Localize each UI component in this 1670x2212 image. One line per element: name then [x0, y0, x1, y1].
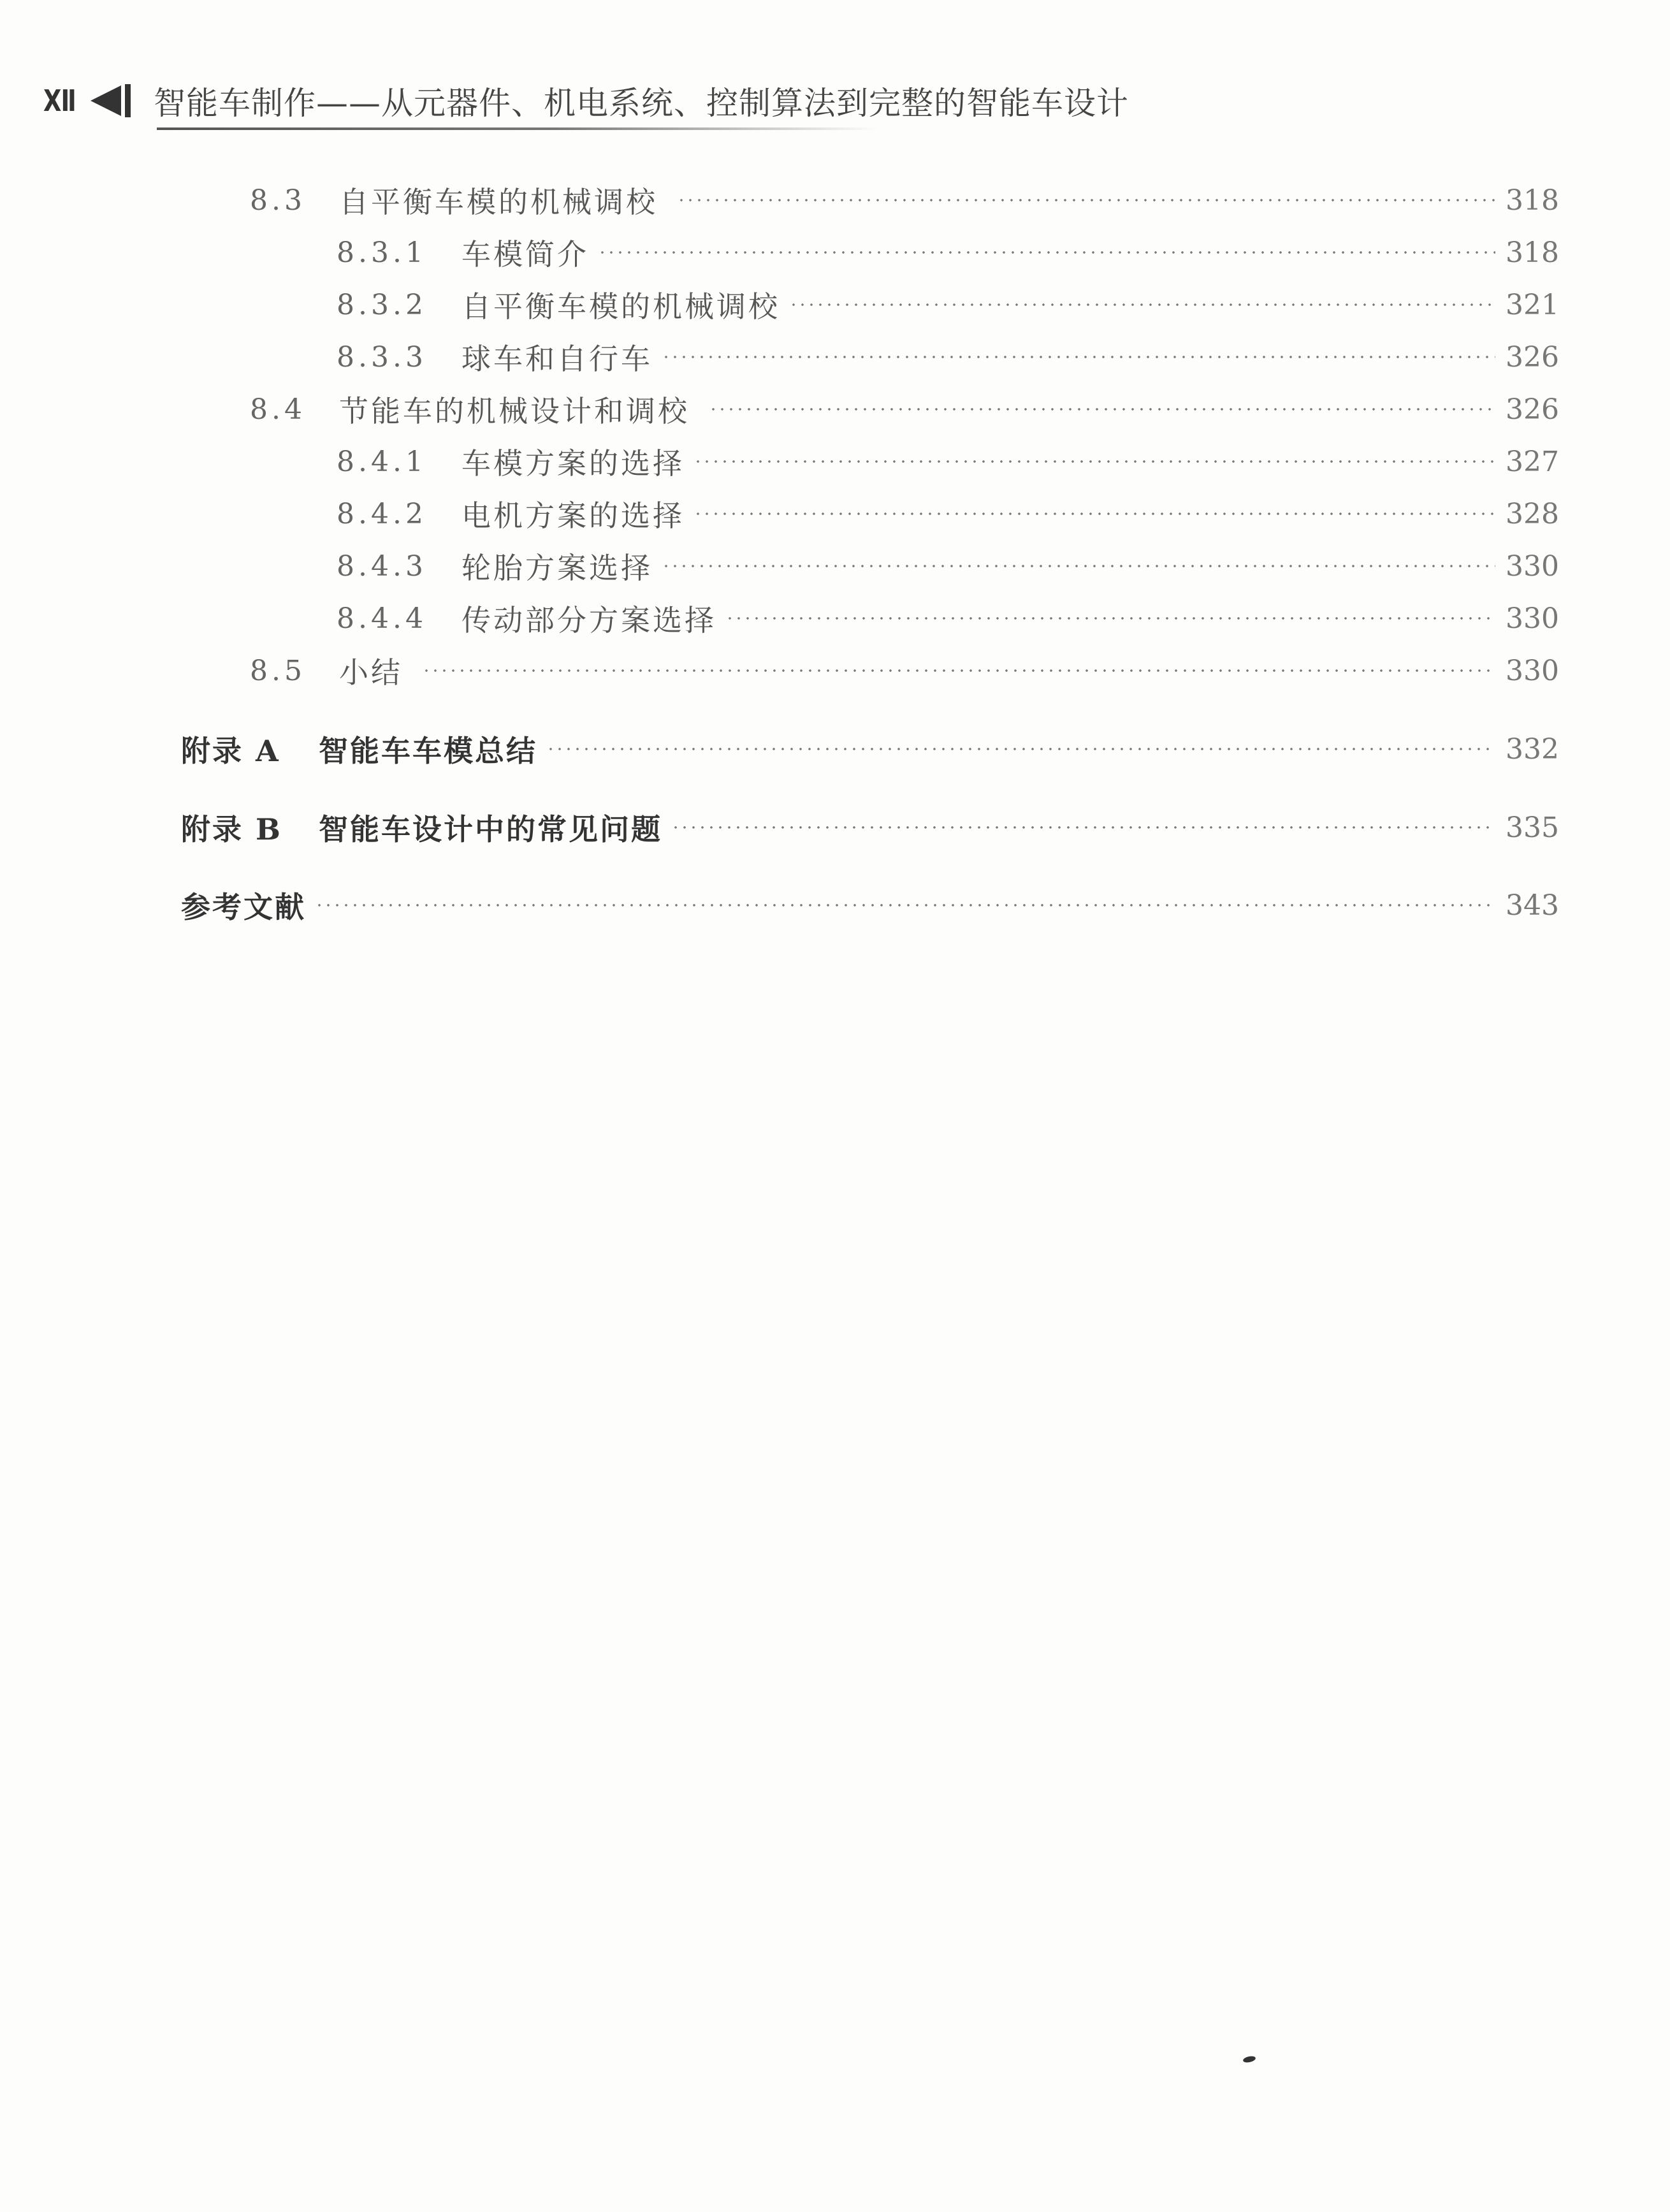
toc-entry-8-4-1 [337, 442, 1559, 481]
toc-entry-page: 330 [1506, 549, 1559, 583]
toc-entry-8-3-3 [337, 338, 1559, 376]
toc-leader-dots [662, 356, 1495, 358]
toc-entry-title: 智能车车模总结 [319, 734, 537, 768]
toc-entry-number: 8.3 [250, 184, 306, 217]
toc-leader-dots [546, 748, 1495, 750]
toc-leader-dots [693, 460, 1495, 463]
toc-entry-number: 附录 A [181, 734, 280, 768]
toc-entry-8-3-1 [337, 233, 1559, 272]
toc-entry-title: 车模简介 [461, 237, 589, 272]
toc-entry-title: 参考文献 [181, 890, 306, 924]
toc-entry-page: 326 [1506, 393, 1559, 426]
toc-entry-8-5 [250, 651, 1559, 690]
toc-entry-page: 343 [1506, 889, 1559, 922]
toc-entry-8-3-2 [337, 286, 1559, 324]
toc-entry-page: 332 [1506, 732, 1559, 766]
toc-entry-8-4-3 [337, 547, 1559, 585]
toc-entry-page: 326 [1506, 340, 1559, 374]
toc-entry-number: 8.3.1 [337, 236, 427, 269]
toc-entry-page: 335 [1506, 811, 1559, 844]
toc-entry-number: 8.5 [250, 654, 306, 687]
toc-leader-dots [422, 669, 1495, 672]
toc-entry-number: 8.4.1 [337, 445, 427, 478]
toc-leader-dots [709, 408, 1495, 411]
toc-entry-number: 8.4.2 [337, 497, 427, 530]
toc-entry-appendix-b [181, 808, 1559, 847]
left-arrow-marker-icon [91, 84, 131, 117]
toc-entry-number: 8.3.3 [337, 340, 427, 374]
toc-leader-dots [315, 904, 1495, 906]
toc-entry-title: 自平衡车模的机械调校 [339, 185, 658, 219]
toc-entry-title: 节能车的机械设计和调校 [339, 394, 690, 428]
toc-entry-references [181, 886, 1559, 924]
toc-leader-dots [725, 617, 1495, 620]
toc-entry-title: 自平衡车模的机械调校 [461, 289, 780, 324]
toc-leader-dots [662, 565, 1495, 567]
toc-leader-dots [789, 303, 1495, 306]
toc-entry-title: 传动部分方案选择 [461, 603, 716, 637]
toc-leader-dots [677, 199, 1495, 201]
toc-entry-page: 328 [1506, 497, 1559, 530]
toc-entry-title: 车模方案的选择 [461, 446, 685, 481]
header-rule [157, 127, 877, 130]
toc-entry-page: 321 [1506, 288, 1559, 321]
toc-entry-title: 智能车设计中的常见问题 [319, 812, 662, 847]
page-number: Ⅻ [43, 84, 75, 117]
toc-entry-number: 附录 B [181, 812, 282, 847]
toc-entry-page: 327 [1506, 445, 1559, 478]
toc-entry-8-3 [250, 181, 1559, 219]
toc-entry-number: 8.4.4 [337, 602, 427, 635]
toc-entry-8-4 [250, 390, 1559, 428]
toc-entry-title: 球车和自行车 [461, 342, 653, 376]
toc-leader-dots [671, 826, 1495, 829]
toc-leader-dots [598, 251, 1495, 254]
toc-entry-8-4-2 [337, 495, 1559, 533]
toc-entry-page: 318 [1506, 184, 1559, 217]
book-title: 智能车制作——从元器件、机电系统、控制算法到完整的智能车设计 [154, 85, 1129, 122]
toc-entry-8-4-4 [337, 599, 1559, 637]
toc-entry-title: 小结 [339, 655, 403, 690]
toc-entry-title: 轮胎方案选择 [461, 551, 653, 585]
toc-entry-number: 8.3.2 [337, 288, 427, 321]
toc-entry-page: 330 [1506, 602, 1559, 635]
toc-entry-appendix-a [181, 730, 1559, 768]
toc-leader-dots [693, 513, 1495, 515]
toc-entry-title: 电机方案的选择 [461, 498, 685, 533]
page-header [43, 75, 1129, 126]
ink-speck [1242, 2055, 1256, 2063]
toc-entry-number: 8.4 [250, 393, 306, 426]
toc-entry-page: 318 [1506, 236, 1559, 269]
toc-entry-number: 8.4.3 [337, 549, 427, 583]
toc-entry-page: 330 [1506, 654, 1559, 687]
